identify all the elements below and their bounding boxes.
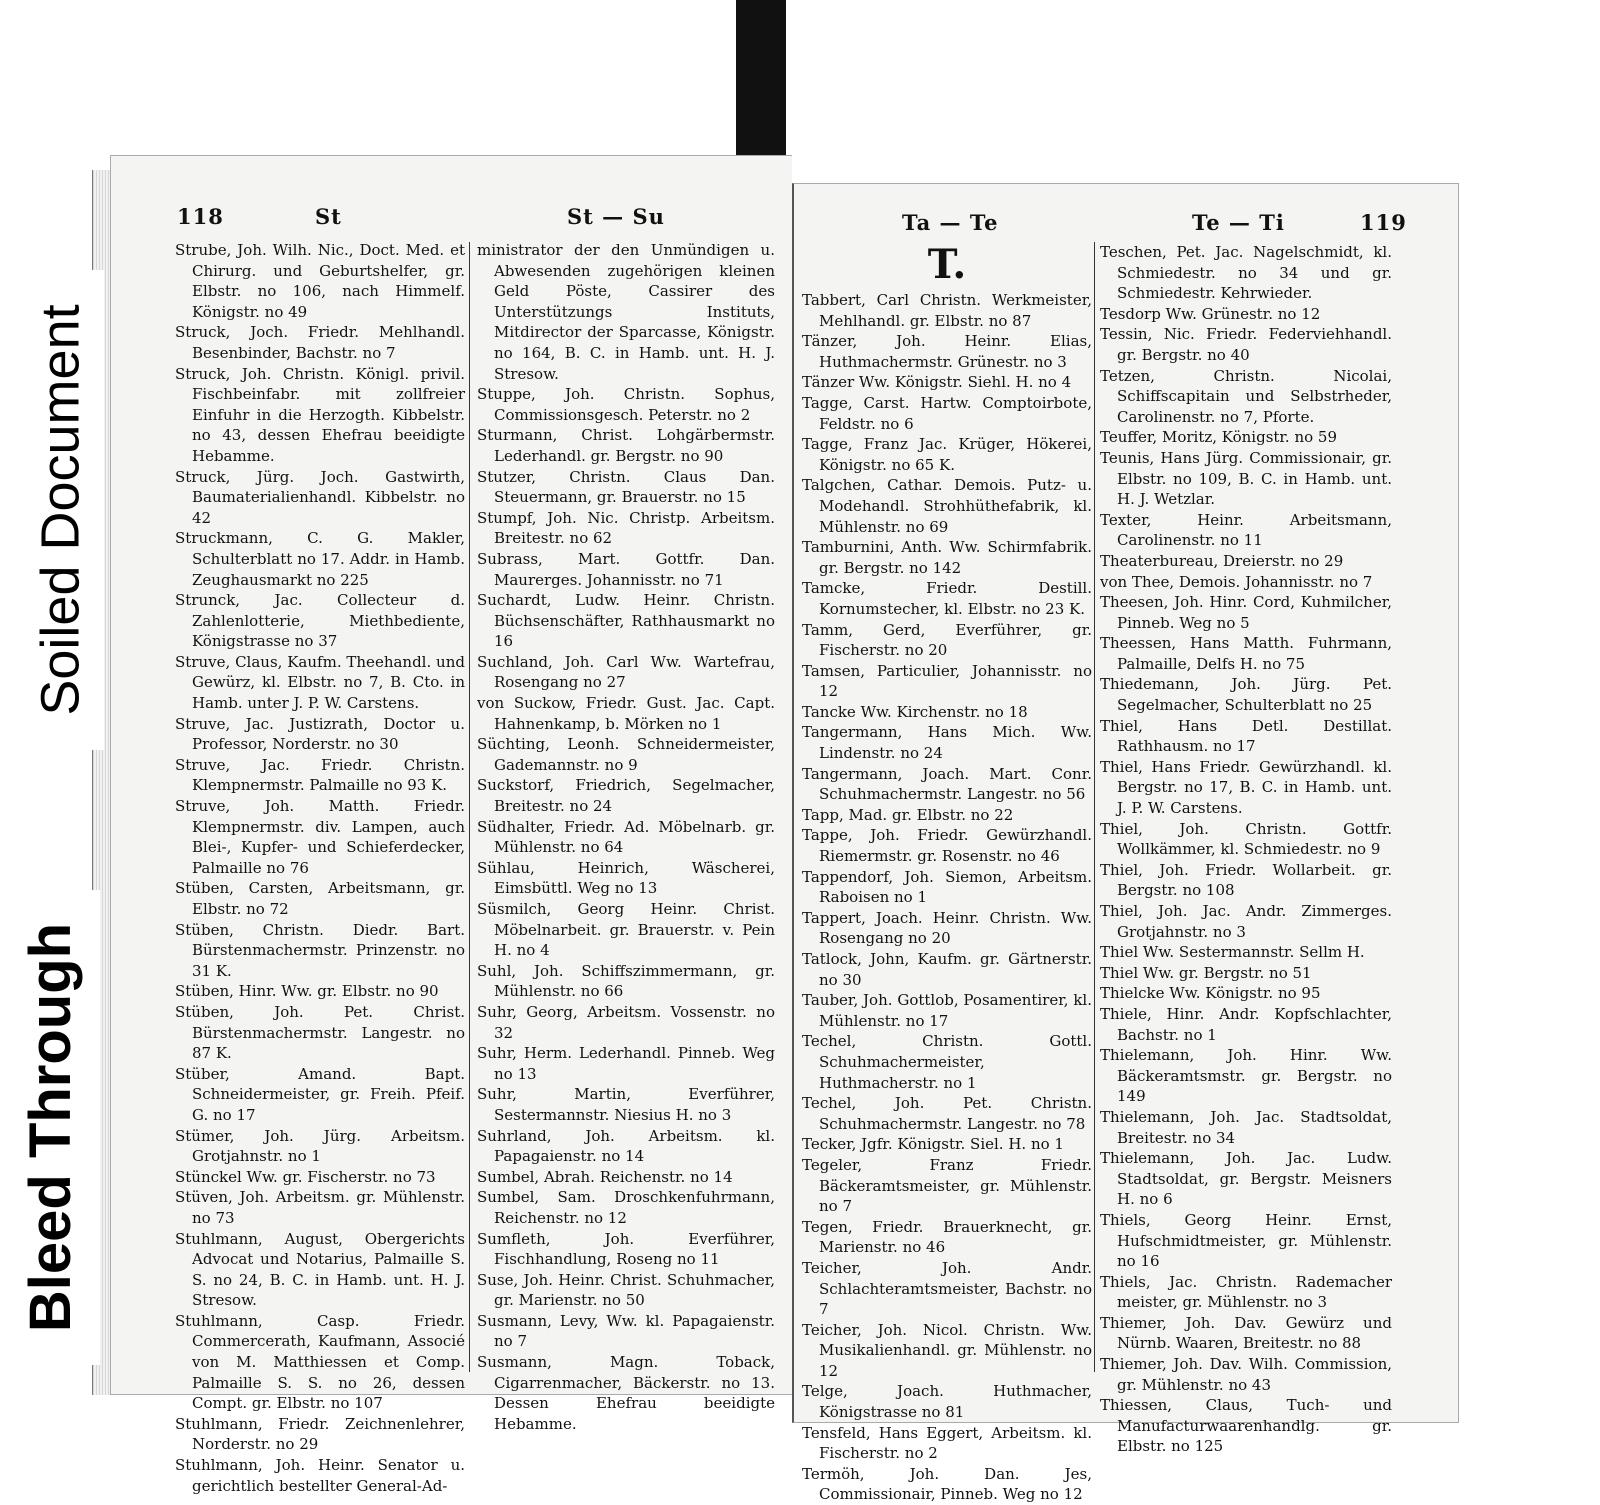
- directory-entry: Suchland, Joh. Carl Ww. Wartefrau, Rosengang no 27: [477, 652, 775, 692]
- bleed-through-label: Bleed Through: [18, 922, 84, 1333]
- directory-entry: Stutzer, Christn. Claus Dan. Steuermann, gr. Brauerstr. no 15: [477, 467, 775, 507]
- directory-entry: Tegeler, Franz Friedr. Bäckeramtsmeister, gr. Mühlenstr. no 7: [802, 1155, 1092, 1216]
- right-column-1: [802, 240, 1092, 1505]
- directory-entry: Struve, Jac. Justizrath, Doctor u. Professor, Norderstr. no 30: [175, 714, 465, 754]
- directory-entry: Stüben, Carsten, Arbeitsmann, gr. Elbstr. no 72: [175, 879, 465, 918]
- directory-entry: Theesen, Joh. Hinr. Cord, Kuhmilcher, Pinneb. Weg no 5: [1100, 593, 1392, 632]
- directory-entry: Telge, Joach. Huthmacher, Königstrasse no 81: [802, 1382, 1092, 1422]
- directory-entry: Süchting, Leonh. Schneidermeister, Gademannstr. no 9: [477, 735, 775, 774]
- directory-entry: Tapp, Mad. gr. Elbstr. no 22: [802, 805, 1014, 824]
- page-number-left: 118: [177, 204, 224, 229]
- directory-entry: Sturmann, Christ. Lohgärbermstr. Lederhandl. gr. Bergstr. no 90: [477, 426, 775, 465]
- directory-entry: Stünckel Ww. gr. Fischerstr. no 73: [175, 1167, 436, 1186]
- directory-entry: Tessin, Nic. Friedr. Federviehhandl. gr. Bergstr. no 40: [1100, 325, 1392, 364]
- directory-entry: Tangermann, Hans Mich. Ww. Lindenstr. no 24: [802, 723, 1092, 763]
- directory-entry: Thielemann, Joh. Jac. Stadtsoldat, Breitestr. no 34: [1100, 1107, 1392, 1147]
- directory-entry: Suse, Joh. Heinr. Christ. Schuhmacher, gr. Marienstr. no 50: [477, 1270, 775, 1310]
- directory-entry: Struck, Joh. Christn. Königl. privil. Fischbeinfabr. mit zollfreier Einfuhr in die Herzogth. Kibbelstr. no 43, dessen Ehefrau beeidigte Hebamme.: [175, 364, 465, 465]
- directory-entry: Thiemer, Joh. Dav. Wilh. Commission, gr. Mühlenstr. no 43: [1100, 1355, 1392, 1394]
- right-column-2: [1100, 242, 1392, 1457]
- directory-entry: Thiel, Hans Detl. Destillat. Rathhausm. no 17: [1100, 716, 1392, 756]
- directory-entry: Texter, Heinr. Arbeitsmann, Carolinenstr. no 11: [1100, 510, 1392, 550]
- directory-entry: Tauber, Joh. Gottlob, Posamentirer, kl. Mühlenstr. no 17: [802, 991, 1092, 1030]
- directory-entry: Stüben, Joh. Pet. Christ. Bürstenmachermstr. Langestr. no 87 K.: [175, 1002, 465, 1063]
- column-rule: [1094, 242, 1095, 1372]
- directory-entry: Tänzer Ww. Königstr. Siehl. H. no 4: [802, 373, 1072, 392]
- directory-entry: Strube, Joh. Wilh. Nic., Doct. Med. et Chirurg. und Geburtshelfer, gr. Elbstr. no 106, nach Himmelf. Königstr. no 49: [175, 241, 465, 321]
- directory-entry: Teschen, Pet. Jac. Nagelschmidt, kl. Schmiedestr. no 34 und gr. Schmiedestr. Kehrwieder.: [1100, 243, 1392, 303]
- directory-entry: Suchardt, Ludw. Heinr. Christn. Büchsenschäfter, Rathhausmarkt no 16: [477, 591, 775, 651]
- directory-entry: Stuhlmann, Joh. Heinr. Senator u. gerichtlich bestellter General-Ad-: [175, 1456, 465, 1495]
- directory-entry: Suckstorf, Friedrich, Segelmacher, Breitestr. no 24: [477, 776, 775, 816]
- page-number-right: 119: [1360, 210, 1407, 235]
- directory-entry: Techel, Christn. Gottl. Schuhmachermeister, Huthmacherstr. no 1: [802, 1032, 1092, 1092]
- right-page: [792, 183, 1459, 1504]
- running-head-center-right: Ta — Te: [902, 210, 999, 235]
- directory-entry: Subrass, Mart. Gottfr. Dan. Maurerges. Johannisstr. no 71: [477, 549, 775, 589]
- directory-entry: Thiels, Georg Heinr. Ernst, Hufschmidtmeister, gr. Mühlenstr. no 16: [1100, 1210, 1392, 1271]
- directory-entry: von Thee, Demois. Johannisstr. no 7: [1100, 572, 1373, 591]
- directory-entry: Talgchen, Cathar. Demois. Putz- u. Modehandl. Strohhüthefabrik, kl. Mühlenstr. no 69: [802, 476, 1092, 536]
- directory-entry: Thiele, Hinr. Andr. Kopfschlachter, Bachstr. no 1: [1100, 1004, 1392, 1044]
- directory-entry: Thiel, Joh. Jac. Andr. Zimmerges. Grotjahnstr. no 3: [1100, 902, 1392, 941]
- column-rule: [469, 242, 470, 1372]
- directory-entry: Stumpf, Joh. Nic. Christp. Arbeitsm. Breitestr. no 62: [477, 508, 775, 548]
- directory-entry: Tappert, Joach. Heinr. Christn. Ww. Rosengang no 20: [802, 908, 1092, 948]
- directory-entry: ministrator der den Unmündigen u. Abwesenden zugehörigen kleinen Geld Pöste, Cassirer des Unterstützungs Instituts, Mitdirector der Sparcasse, Königstr. no 164, B. C. in Hamb. unt. H. J. Stresow.: [477, 241, 775, 383]
- section-letter: T.: [927, 241, 967, 288]
- directory-entry: Struckmann, C. G. Makler, Schulterblatt no 17. Addr. in Hamb. Zeughausmarkt no 225: [175, 529, 465, 589]
- directory-entry: Stüber, Amand. Bapt. Schneidermeister, gr. Freih. Pfeif. G. no 17: [175, 1064, 465, 1124]
- directory-entry: Teicher, Joh. Andr. Schlachteramtsmeister, Bachstr. no 7: [802, 1258, 1092, 1319]
- directory-entry: Tagge, Carst. Hartw. Comptoirbote, Feldstr. no 6: [802, 393, 1092, 433]
- directory-entry: Tancke Ww. Kirchenstr. no 18: [802, 702, 1028, 721]
- soiled-document-label: Soiled Document: [31, 304, 92, 716]
- directory-entry: Stuppe, Joh. Christn. Sophus, Commissionsgesch. Peterstr. no 2: [477, 385, 775, 424]
- directory-entry: Tappendorf, Joh. Siemon, Arbeitsm. Raboisen no 1: [802, 867, 1092, 907]
- directory-entry: Thielemann, Joh. Hinr. Ww. Bäckeramtsmstr. gr. Bergstr. no 149: [1100, 1046, 1392, 1106]
- directory-entry: Tappe, Joh. Friedr. Gewürzhandl. Riemermstr. gr. Rosenstr. no 46: [802, 826, 1092, 866]
- directory-entry: Stuhlmann, Casp. Friedr. Commercerath, Kaufmann, Associé von M. Matthiessen et Comp. Palmaille S. S. no 26, dessen Compt. gr. Elbstr. no 107: [175, 1311, 465, 1413]
- directory-entry: Tagge, Franz Jac. Krüger, Hökerei, Königstr. no 65 K.: [802, 435, 1092, 474]
- directory-entry: Suhl, Joh. Schiffszimmermann, gr. Mühlenstr. no 66: [477, 961, 775, 1001]
- directory-entry: Thielemann, Joh. Jac. Ludw. Stadtsoldat, gr. Bergstr. Meisners H. no 6: [1100, 1149, 1392, 1209]
- directory-entry: Techel, Joh. Pet. Christn. Schuhmachermstr. Langestr. no 78: [802, 1094, 1092, 1133]
- directory-entry: Susmann, Levy, Ww. kl. Papagaienstr. no 7: [477, 1311, 775, 1351]
- directory-entry: Thiel, Joh. Christn. Gottfr. Wollkämmer, kl. Schmiedestr. no 9: [1100, 819, 1392, 859]
- directory-entry: Termöh, Joh. Dan. Jes, Commissionair, Pinneb. Weg no 12: [802, 1464, 1092, 1504]
- directory-entry: Tabbert, Carl Christn. Werkmeister, Mehlhandl. gr. Elbstr. no 87: [802, 291, 1092, 330]
- directory-entry: Strunck, Jac. Collecteur d. Zahlenlotterie, Miethbediente, Königstrasse no 37: [175, 591, 465, 651]
- directory-entry: Thiel Ww. gr. Bergstr. no 51: [1100, 963, 1312, 982]
- directory-entry: Struck, Jürg. Joch. Gastwirth, Baumaterialienhandl. Kibbelstr. no 42: [175, 467, 465, 527]
- directory-entry: Tänzer, Joh. Heinr. Elias, Huthmachermstr. Grünestr. no 3: [802, 332, 1092, 371]
- left-column-2: [477, 240, 775, 1434]
- directory-entry: von Suckow, Friedr. Gust. Jac. Capt. Hahnenkamp, b. Mörken no 1: [477, 694, 775, 733]
- running-head-right: Te — Ti: [1192, 210, 1285, 235]
- directory-entry: Struve, Joh. Matth. Friedr. Klempnermstr. div. Lampen, auch Blei-, Kupfer- und Schieferdecker, Palmaille no 76: [175, 797, 465, 877]
- directory-entry: Tegen, Friedr. Brauerknecht, gr. Marienstr. no 46: [802, 1217, 1092, 1257]
- directory-entry: Thiel Ww. Sestermannstr. Sellm H.: [1100, 943, 1365, 962]
- directory-entry: Stüben, Christn. Diedr. Bart. Bürstenmachermstr. Prinzenstr. no 31 K.: [175, 920, 465, 980]
- directory-entry: Thiels, Jac. Christn. Rademacher meister, gr. Mühlenstr. no 3: [1100, 1272, 1392, 1312]
- left-page: [110, 155, 792, 1495]
- directory-entry: Südhalter, Friedr. Ad. Möbelnarb. gr. Mühlenstr. no 64: [477, 817, 775, 857]
- directory-entry: Tetzen, Christn. Nicolai, Schiffscapitain und Selbstrheder, Carolinenstr. no 7, Pforte.: [1100, 366, 1392, 426]
- directory-entry: Thiessen, Claus, Tuch- und Manufacturwaarenhandlg. gr. Elbstr. no 125: [1100, 1396, 1392, 1456]
- directory-entry: Tamcke, Friedr. Destill. Kornumstecher, kl. Elbstr. no 23 K.: [802, 579, 1092, 618]
- directory-entry: Struck, Joch. Friedr. Mehlhandl. Besenbinder, Bachstr. no 7: [175, 323, 465, 362]
- directory-entry: Tesdorp Ww. Grünestr. no 12: [1100, 304, 1321, 323]
- directory-entry: Stuhlmann, August, Obergerichts Advocat und Notarius, Palmaille S. S. no 24, B. C. in Hamb. unt. H. J. Stresow.: [175, 1229, 465, 1310]
- directory-entry: Struve, Claus, Kaufm. Theehandl. und Gewürz, kl. Elbstr. no 7, B. Cto. in Hamb. unter J. P. W. Carstens.: [175, 652, 465, 713]
- directory-entry: Tamm, Gerd, Everführer, gr. Fischerstr. no 20: [802, 620, 1092, 660]
- directory-entry: Sumfleth, Joh. Everführer, Fischhandlung, Roseng no 11: [477, 1229, 775, 1269]
- directory-entry: Stuhlmann, Friedr. Zeichnenlehrer, Norderstr. no 29: [175, 1414, 465, 1454]
- bleed-through-stamp: [2, 890, 100, 1365]
- directory-entry: Thiel, Joh. Friedr. Wollarbeit. gr. Bergstr. no 108: [1100, 860, 1392, 900]
- directory-entry: Theaterbureau, Dreierstr. no 29: [1100, 551, 1344, 570]
- directory-entry: Stüben, Hinr. Ww. gr. Elbstr. no 90: [175, 982, 439, 1001]
- directory-entry: Suhrland, Joh. Arbeitsm. kl. Papagaienstr. no 14: [477, 1126, 775, 1166]
- directory-entry: Teunis, Hans Jürg. Commissionair, gr. Elbstr. no 109, B. C. in Hamb. unt. H. J. Wetzlar.: [1100, 448, 1392, 509]
- directory-entry: Suhr, Martin, Everführer, Sestermannstr. Niesius H. no 3: [477, 1085, 775, 1124]
- directory-entry: Susmann, Magn. Toback, Cigarrenmacher, Bäckerstr. no 13. Dessen Ehefrau beeidigte Hebamme.: [477, 1353, 775, 1433]
- directory-entry: Tamburnini, Anth. Ww. Schirmfabrik. gr. Bergstr. no 142: [802, 538, 1092, 577]
- directory-entry: Struve, Jac. Friedr. Christn. Klempnermstr. Palmaille no 93 K.: [175, 755, 465, 795]
- left-column-1: [175, 240, 465, 1496]
- directory-entry: Teuffer, Moritz, Königstr. no 59: [1100, 428, 1338, 447]
- soiled-document-stamp: [18, 270, 104, 750]
- directory-entry: Teicher, Joh. Nicol. Christn. Ww. Musikalienhandl. gr. Mühlenstr. no 12: [802, 1320, 1092, 1380]
- running-head-center-left: St — Su: [567, 204, 665, 229]
- directory-entry: Suhr, Herm. Lederhandl. Pinneb. Weg no 13: [477, 1044, 775, 1083]
- directory-entry: Thiel, Hans Friedr. Gewürzhandl. kl. Bergstr. no 17, B. C. in Hamb. unt. J. P. W. Carstens.: [1100, 757, 1392, 818]
- directory-entry: Sühlau, Heinrich, Wäscherei, Eimsbüttl. Weg no 13: [477, 858, 775, 898]
- directory-entry: Tangermann, Joach. Mart. Conr. Schuhmachermstr. Langestr. no 56: [802, 764, 1092, 804]
- directory-entry: Tensfeld, Hans Eggert, Arbeitsm. kl. Fischerstr. no 2: [802, 1423, 1092, 1463]
- directory-entry: Süsmilch, Georg Heinr. Christ. Möbelnarbeit. gr. Brauerstr. v. Pein H. no 4: [477, 900, 775, 960]
- directory-entry: Tecker, Jgfr. Königstr. Siel. H. no 1: [802, 1135, 1064, 1154]
- directory-entry: Tatlock, John, Kaufm. gr. Gärtnerstr. no 30: [802, 950, 1092, 989]
- directory-entry: Stümer, Joh. Jürg. Arbeitsm. Grotjahnstr. no 1: [175, 1126, 465, 1166]
- directory-entry: Sumbel, Sam. Droschkenfuhrmann, Reichenstr. no 12: [477, 1188, 775, 1227]
- directory-entry: Suhr, Georg, Arbeitsm. Vossenstr. no 32: [477, 1002, 775, 1042]
- directory-entry: Theessen, Hans Matth. Fuhrmann, Palmaille, Delfs H. no 75: [1100, 634, 1392, 673]
- directory-entry: Stüven, Joh. Arbeitsm. gr. Mühlenstr. no 73: [175, 1188, 465, 1227]
- directory-entry: Thiemer, Joh. Dav. Gewürz und Nürnb. Waaren, Breitestr. no 88: [1100, 1313, 1392, 1353]
- directory-entry: Thiedemann, Joh. Jürg. Pet. Segelmacher, Schulterblatt no 25: [1100, 675, 1392, 715]
- directory-entry: Sumbel, Abrah. Reichenstr. no 14: [477, 1167, 733, 1186]
- running-head-left: St: [315, 204, 342, 229]
- directory-entry: Thielcke Ww. Königstr. no 95: [1100, 984, 1321, 1003]
- directory-entry: Tamsen, Particulier, Johannisstr. no 12: [802, 661, 1092, 701]
